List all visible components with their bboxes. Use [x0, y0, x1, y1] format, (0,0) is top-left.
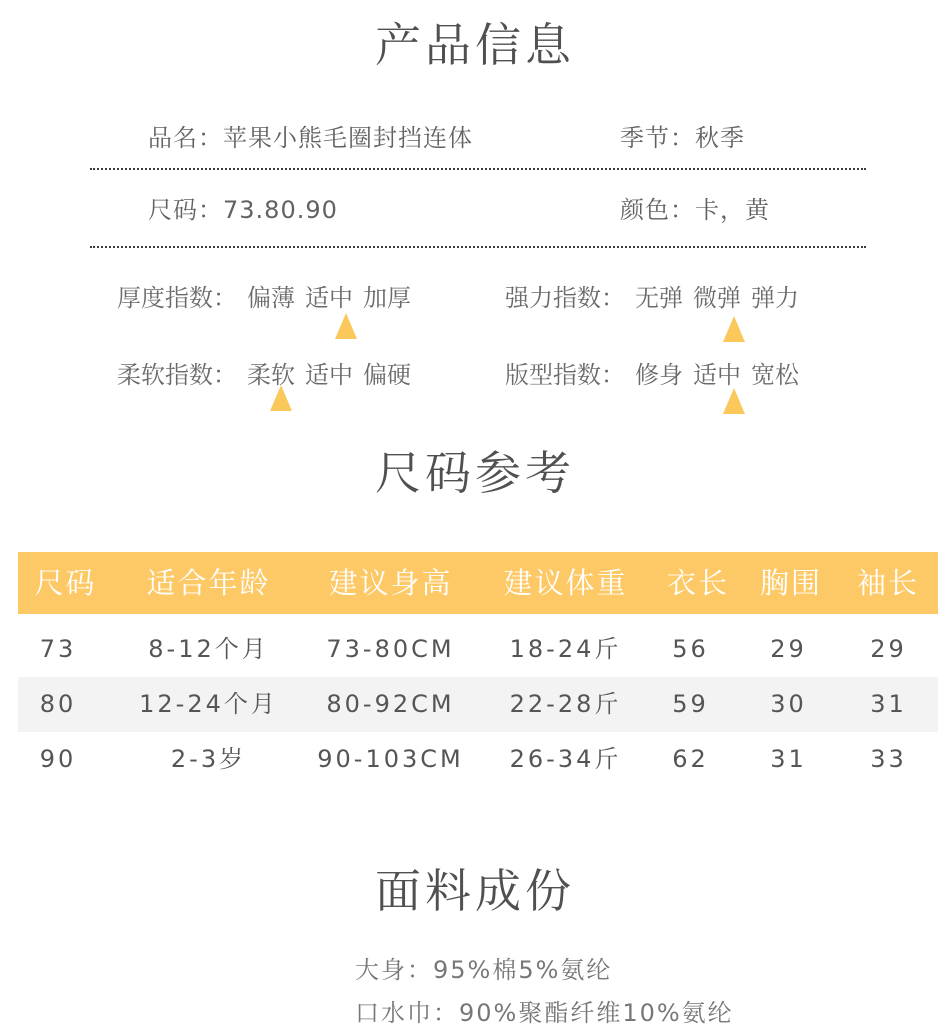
table-cell: 22-28斤	[509, 690, 622, 718]
index-option: 无弹	[635, 284, 683, 312]
fabric-line: 口水巾：90%聚酯纤维10%氨纶	[355, 999, 734, 1027]
index-fit	[505, 363, 799, 387]
index-option: 适中	[305, 361, 353, 389]
product-name-value: 苹果小熊毛圈封挡连体	[223, 124, 473, 152]
index-label: 强力指数：	[505, 284, 625, 312]
index-stretch	[505, 286, 799, 310]
index-option: 加厚	[363, 284, 411, 312]
table-cell: 31	[870, 690, 907, 718]
size-chart-title: 尺码参考	[375, 446, 575, 500]
product-name-label: 品名：	[148, 124, 223, 152]
table-cell: 29	[870, 635, 907, 663]
index-option: 宽松	[751, 361, 799, 389]
index-option: 弹力	[751, 284, 799, 312]
divider	[90, 246, 866, 248]
index-label: 柔软指数：	[117, 361, 237, 389]
table-cell: 73-80CM	[326, 635, 455, 663]
table-row	[18, 732, 938, 787]
size-value: 73.80.90	[223, 196, 338, 224]
product-season	[620, 126, 745, 150]
table-cell: 80	[39, 690, 77, 718]
header-cell: 胸围	[759, 566, 822, 600]
color-value: 卡，黄	[695, 196, 770, 224]
index-option: 偏薄	[247, 284, 295, 312]
table-row	[18, 677, 938, 732]
table-cell: 12-24个月	[139, 690, 278, 718]
table-row	[18, 622, 938, 677]
table-cell: 8-12个月	[148, 635, 269, 663]
index-softness	[117, 363, 411, 387]
index-label: 版型指数：	[505, 361, 625, 389]
table-cell: 26-34斤	[509, 745, 622, 773]
table-cell: 80-92CM	[326, 690, 455, 718]
product-color	[620, 198, 770, 222]
table-cell: 31	[770, 745, 807, 773]
table-cell: 62	[672, 745, 709, 773]
index-option: 适中	[693, 361, 741, 389]
table-cell: 18-24斤	[509, 635, 622, 663]
index-thickness	[117, 286, 411, 310]
header-cell: 尺码	[34, 566, 97, 600]
index-option: 微弹	[693, 284, 741, 312]
table-cell: 33	[870, 745, 907, 773]
color-label: 颜色：	[620, 196, 695, 224]
header-cell: 袖长	[856, 566, 919, 600]
selected-indicator-icon	[270, 385, 292, 411]
header-cell: 衣长	[666, 566, 729, 600]
header-cell: 建议身高	[328, 566, 453, 600]
index-option: 柔软	[247, 361, 295, 389]
season-value: 秋季	[695, 124, 745, 152]
selected-indicator-icon	[723, 316, 745, 342]
selected-indicator-icon	[723, 388, 745, 414]
product-size	[148, 198, 338, 222]
product-name	[148, 126, 473, 150]
fabric-title: 面料成份	[375, 864, 575, 918]
index-label: 厚度指数：	[117, 284, 237, 312]
table-cell: 59	[672, 690, 709, 718]
table-cell: 73	[39, 635, 77, 663]
index-option: 适中	[305, 284, 353, 312]
index-option: 偏硬	[363, 361, 411, 389]
table-cell: 90	[39, 745, 77, 773]
table-cell: 2-3岁	[170, 745, 247, 773]
size-table-header	[18, 552, 938, 614]
selected-indicator-icon	[335, 313, 357, 339]
divider	[90, 168, 866, 170]
table-cell: 30	[770, 690, 807, 718]
header-cell: 建议体重	[503, 566, 628, 600]
index-option: 修身	[635, 361, 683, 389]
table-cell: 90-103CM	[317, 745, 464, 773]
header-cell: 适合年龄	[146, 566, 271, 600]
fabric-line: 大身：95%棉5%氨纶	[355, 956, 613, 984]
season-label: 季节：	[620, 124, 695, 152]
product-info-title: 产品信息	[375, 18, 575, 72]
size-label: 尺码：	[148, 196, 223, 224]
table-cell: 56	[672, 635, 709, 663]
table-cell: 29	[770, 635, 807, 663]
